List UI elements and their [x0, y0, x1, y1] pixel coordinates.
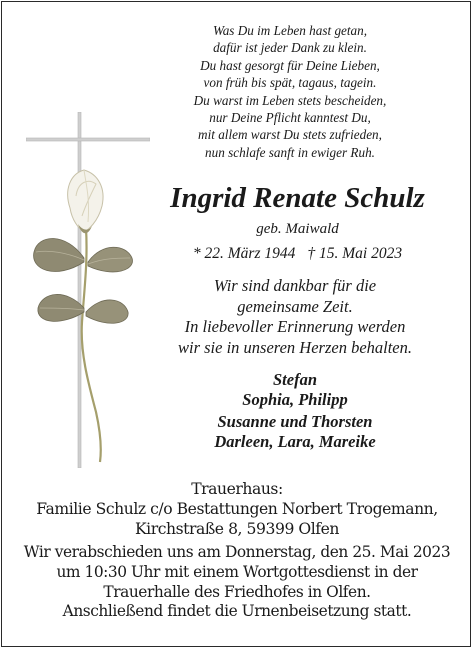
house-line: Kirchstraße 8, 59399 Olfen [134, 520, 339, 538]
service-line: Wir verabschieden uns am Donnerstag, den 25. Mai 2023 [23, 543, 451, 561]
thanks-line: wir sie in unseren Herzen behalten. [177, 337, 413, 357]
service-line: um 10:30 Uhr mit einem Wortgottesdienst in der [56, 562, 418, 581]
maiden-name: geb. Maiwald [256, 221, 339, 237]
house-line: Trauerhaus: [191, 480, 283, 498]
service-line: Trauerhalle des Friedhofes in Olfen. [103, 582, 371, 601]
family-member: Stefan [272, 370, 317, 389]
poem-line: von früh bis spät, tagaus, tagein. [203, 75, 377, 91]
service-info [10, 543, 464, 622]
memorial-poem [150, 22, 430, 161]
mourning-house-info [10, 479, 464, 539]
family-member: Sophia, Philipp [242, 389, 348, 409]
poem-line: mit allem warst Du stets zufrieden, [198, 127, 382, 143]
house-line: Familie Schulz c/o Bestattungen Norbert Trogemann, [36, 500, 438, 518]
poem-line: nur Deine Pflicht kanntest Du, [209, 110, 371, 126]
thanks-line: gemeinsame Zeit. [237, 296, 353, 316]
thanks-text [130, 276, 460, 358]
poem-line: dafür ist jeder Dank zu klein. [213, 40, 367, 56]
poem-line: Was Du im Leben hast getan, [212, 23, 368, 38]
family-member: Darleen, Lara, Mareike [214, 431, 376, 451]
death-date: † 15. Mai 2023 [307, 245, 403, 262]
family-member: Susanne und Thorsten [217, 412, 373, 431]
thanks-line: In liebevoller Erinnerung werden [184, 317, 406, 336]
family-signatures [150, 370, 440, 451]
service-line: Anschließend findet die Urnenbeisetzung statt. [62, 602, 412, 621]
thanks-line: Wir sind dankbar für die [213, 276, 377, 295]
life-dates [150, 244, 445, 264]
poem-line: nun schlafe sanft in ewiger Ruh. [205, 144, 375, 160]
birth-date: * 22. März 1944 [192, 245, 296, 262]
poem-line: Du warst im Leben stets bescheiden, [193, 92, 387, 108]
deceased-name: Ingrid Renate Schulz [170, 182, 425, 214]
poem-line: Du hast gesorgt für Deine Lieben, [200, 57, 380, 73]
